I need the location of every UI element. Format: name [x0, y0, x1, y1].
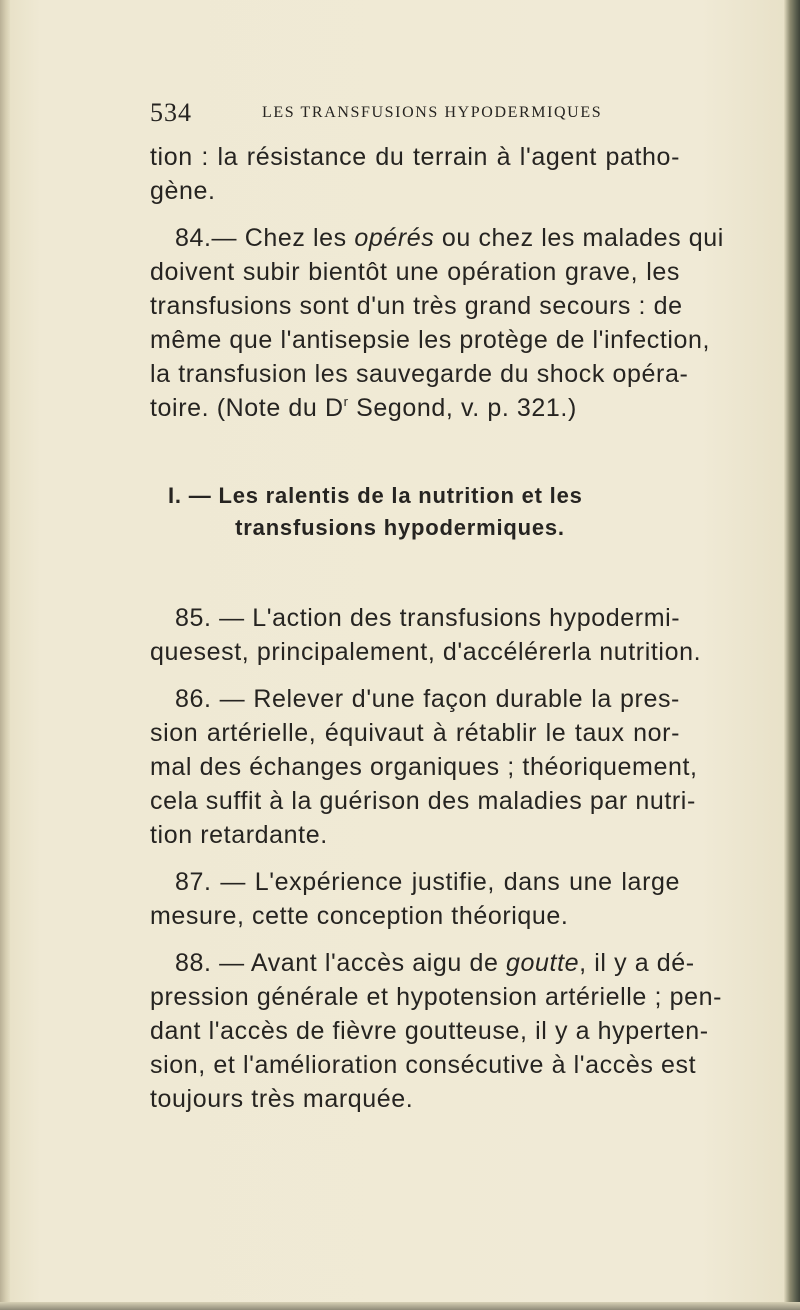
text-line: la transfusion les sauvegarde du shock opéra-	[150, 360, 689, 388]
page-bottom-edge	[0, 1302, 800, 1310]
text-line: tion : la résistance du terrain à l'agent patho-	[150, 143, 680, 171]
text-run: toire. (Note du D	[150, 394, 344, 422]
paragraph-84-line	[175, 221, 724, 255]
text-line: mesure, cette conception théorique.	[150, 902, 569, 930]
text-line: doivent subir bientôt une opération grave, les	[150, 258, 680, 286]
text-line: dant l'accès de fièvre goutteuse, il y a hyperten-	[150, 1017, 709, 1045]
text-run: , il y a dé-	[579, 949, 695, 977]
text-line: tion retardante.	[150, 821, 328, 849]
text-line: sion artérielle, équivaut à rétablir le taux nor-	[150, 719, 680, 747]
text-line: 85. — L'action des transfusions hypodermi-	[175, 604, 681, 632]
page-left-edge	[0, 0, 10, 1310]
running-title: LES TRANSFUSIONS HYPODERMIQUES	[262, 104, 603, 121]
paragraph-88-line	[175, 946, 695, 980]
text-line: 86. — Relever d'une façon durable la pres-	[175, 685, 680, 713]
superscript: r	[343, 394, 349, 409]
page-number: 534	[150, 98, 192, 127]
paragraph-84-last-line	[150, 391, 680, 425]
text-line: gène.	[150, 177, 216, 205]
text-line: pression générale et hypotension artérielle ; pen-	[150, 983, 723, 1011]
text-line: toujours très marquée.	[150, 1085, 414, 1113]
text-line: quesest, principalement, d'accélérerla nutrition.	[150, 638, 702, 666]
section-heading-line-2: transfusions hypodermiques.	[235, 515, 565, 540]
text-line: 87. — L'expérience justifie, dans une large	[175, 868, 680, 896]
page-right-edge	[784, 0, 800, 1310]
text-run: Segond, v. p. 321.)	[348, 394, 577, 422]
text-line: cela suffit à la guérison des maladies par nutri-	[150, 787, 696, 815]
text-line: mal des échanges organiques ; théoriquement,	[150, 753, 698, 781]
text-run: 88. — Avant l'accès aigu de	[175, 949, 507, 977]
text-line: même que l'antisepsie les protège de l'infection,	[150, 326, 711, 354]
page-header	[150, 98, 620, 128]
section-heading-line-1: I. — Les ralentis de la nutrition et les	[168, 483, 583, 508]
text-line: transfusions sont d'un très grand secours : de	[150, 292, 683, 320]
emphasis-text: opérés	[354, 224, 435, 252]
text-run: ou chez les malades qui	[434, 224, 724, 252]
text-line: sion, et l'amélioration consécutive à l'accès est	[150, 1051, 697, 1079]
emphasis-text: goutte	[506, 949, 580, 977]
text-run: 84.— Chez les	[175, 224, 355, 252]
